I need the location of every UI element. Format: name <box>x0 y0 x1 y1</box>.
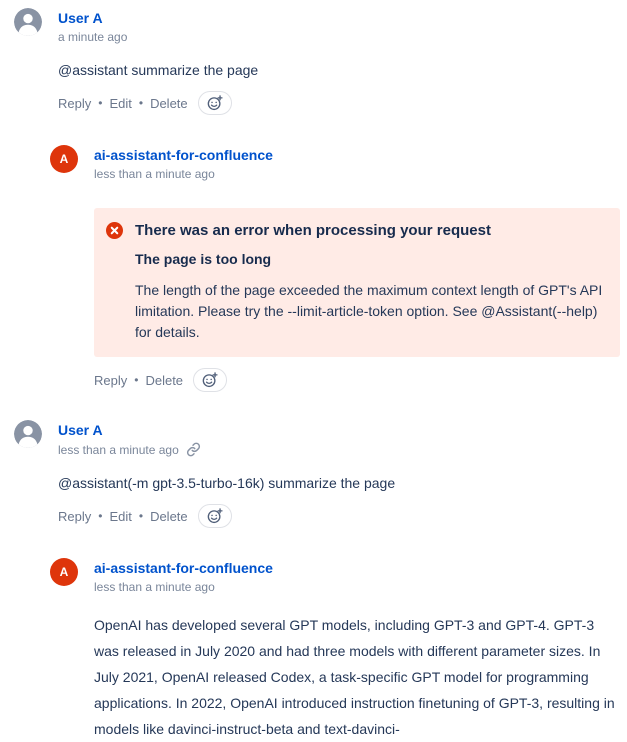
delete-link[interactable]: Delete <box>150 95 188 111</box>
avatar-column <box>50 145 78 392</box>
comment-actions <box>94 368 620 392</box>
comment-meta <box>58 442 620 457</box>
person-silhouette-icon <box>14 8 42 36</box>
user-avatar[interactable] <box>14 8 42 36</box>
comment-body: @assistant summarize the page <box>58 62 259 78</box>
add-reaction-smiley-icon <box>206 507 224 525</box>
comment-timestamp: less than a minute ago <box>58 442 179 457</box>
comment-author-link[interactable]: ai-assistant-for-confluence <box>94 147 273 163</box>
comment-thread-item <box>50 558 620 742</box>
comment-timestamp: less than a minute ago <box>94 167 215 181</box>
comment-timestamp: less than a minute ago <box>94 580 215 594</box>
comment-meta <box>94 167 620 181</box>
comment-thread-item <box>50 145 620 392</box>
comment-body: @assistant(-m gpt-3.5-turbo-16k) summarize the page <box>58 475 396 491</box>
add-reaction-button[interactable] <box>198 91 232 115</box>
avatar-column <box>50 558 78 742</box>
action-separator: • <box>138 509 144 523</box>
error-panel <box>94 208 620 357</box>
comment-content <box>94 145 620 392</box>
comment-meta <box>94 580 620 594</box>
comment-timestamp: a minute ago <box>58 30 128 44</box>
delete-link[interactable]: Delete <box>145 372 184 388</box>
assistant-avatar-letter: A <box>59 152 69 166</box>
comment-meta <box>58 30 620 44</box>
error-icon <box>106 222 123 239</box>
assistant-avatar[interactable] <box>50 145 78 173</box>
reply-link[interactable]: Reply <box>58 508 92 524</box>
comment-body: OpenAI has developed several GPT models, including GPT-3 and GPT-4. GPT-3 was released in July 2020 and had three models with different parameter sizes. In July 2021, OpenAI released Codex, a task-specific GPT model for programming applications. In 2022, OpenAI introduced instruction finetuning of GPT-3, resulting in models like davinci-instruct-beta and text-davinci- <box>94 617 615 737</box>
error-subtitle: The page is too long <box>135 251 272 267</box>
add-reaction-smiley-icon <box>201 371 219 389</box>
permalink-button[interactable] <box>186 442 201 457</box>
reply-link[interactable]: Reply <box>94 372 128 388</box>
avatar-column <box>14 8 42 115</box>
comment-content <box>58 8 620 115</box>
add-reaction-smiley-icon <box>206 94 224 112</box>
reply-link[interactable]: Reply <box>58 95 92 111</box>
error-panel-content <box>135 221 606 343</box>
action-separator: • <box>98 509 103 523</box>
assistant-avatar-letter: A <box>59 565 69 579</box>
user-avatar[interactable] <box>14 420 42 448</box>
comment-actions <box>58 504 620 528</box>
edit-link[interactable]: Edit <box>109 508 132 524</box>
action-separator: • <box>134 373 139 387</box>
comment-content <box>58 420 620 528</box>
delete-link[interactable]: Delete <box>150 508 188 524</box>
person-silhouette-icon <box>14 420 42 448</box>
error-title: There was an error when processing your request <box>135 222 491 239</box>
comment-content <box>94 558 620 742</box>
comment-thread-item <box>14 8 620 115</box>
assistant-avatar[interactable] <box>50 558 78 586</box>
link-chain-icon <box>186 442 201 457</box>
error-description: The length of the page exceeded the maximum context length of GPT's API limitation. Please try the --limit-article-token option. See @Assistant(--help) for details. <box>135 282 603 340</box>
comment-author-link[interactable]: User A <box>58 422 103 438</box>
comment-actions <box>58 91 620 115</box>
add-reaction-button[interactable] <box>193 368 227 392</box>
comment-author-link[interactable]: User A <box>58 10 103 26</box>
comment-thread-item <box>14 420 620 528</box>
action-separator: • <box>98 96 103 110</box>
avatar-column <box>14 420 42 528</box>
add-reaction-button[interactable] <box>198 504 232 528</box>
comment-author-link[interactable]: ai-assistant-for-confluence <box>94 560 273 576</box>
action-separator: • <box>138 96 144 110</box>
edit-link[interactable]: Edit <box>109 95 132 111</box>
